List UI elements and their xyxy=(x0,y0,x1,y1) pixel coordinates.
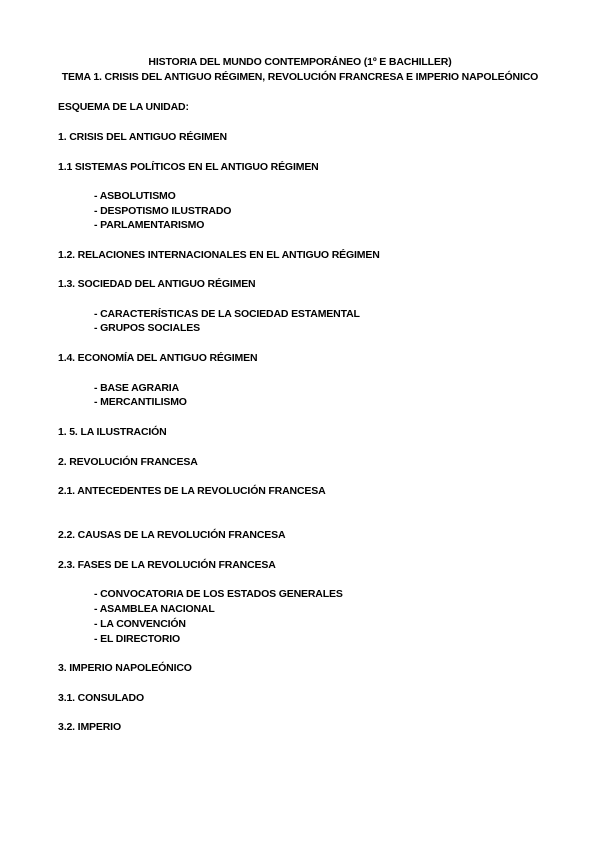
section-heading: 3. IMPERIO NAPOLEÓNICO xyxy=(58,662,192,674)
section-heading: 2. REVOLUCIÓN FRANCESA xyxy=(58,456,198,468)
list-item: - ASAMBLEA NACIONAL xyxy=(94,603,215,615)
subsection-heading: 1.4. ECONOMÍA DEL ANTIGUO RÉGIMEN xyxy=(58,352,258,364)
list-item: - DESPOTISMO ILUSTRADO xyxy=(94,205,232,217)
subsection-heading: 1.1 SISTEMAS POLÍTICOS EN EL ANTIGUO RÉGIMEN xyxy=(58,161,319,173)
subsection-heading: 1.2. RELACIONES INTERNACIONALES EN EL ANTIGUO RÉGIMEN xyxy=(58,249,380,261)
subsection-heading: 1. 5. LA ILUSTRACIÓN xyxy=(58,426,167,438)
list-item: - EL DIRECTORIO xyxy=(94,633,181,645)
list-item: - PARLAMENTARISMO xyxy=(94,219,205,231)
subsection-heading: 3.2. IMPERIO xyxy=(58,721,121,733)
list-item: - LA CONVENCIÓN xyxy=(94,618,186,630)
subsection-heading: 1.3. SOCIEDAD DEL ANTIGUO RÉGIMEN xyxy=(58,278,256,290)
unit-title: TEMA 1. CRISIS DEL ANTIGUO RÉGIMEN, REVOLUCIÓN FRANCRESA E IMPERIO NAPOLEÓNICO xyxy=(61,71,539,83)
subsection-heading: 2.2. CAUSAS DE LA REVOLUCIÓN FRANCESA xyxy=(58,529,286,541)
outline-heading: ESQUEMA DE LA UNIDAD: xyxy=(58,101,189,113)
list-item: - MERCANTILISMO xyxy=(94,396,187,408)
subsection-heading: 3.1. CONSULADO xyxy=(58,692,144,704)
list-item: - ASBOLUTISMO xyxy=(94,190,176,202)
list-item: - CARACTERÍSTICAS DE LA SOCIEDAD ESTAMENTAL xyxy=(94,308,360,320)
subsection-heading: 2.3. FASES DE LA REVOLUCIÓN FRANCESA xyxy=(58,559,276,571)
list-item: - BASE AGRARIA xyxy=(94,382,180,394)
list-item: - GRUPOS SOCIALES xyxy=(94,322,200,334)
list-item: - CONVOCATORIA DE LOS ESTADOS GENERALES xyxy=(94,588,343,600)
course-title: HISTORIA DEL MUNDO CONTEMPORÁNEO (1º E BACHILLER) xyxy=(148,56,452,68)
subsection-heading: 2.1. ANTECEDENTES DE LA REVOLUCIÓN FRANCESA xyxy=(58,485,326,497)
section-heading: 1. CRISIS DEL ANTIGUO RÉGIMEN xyxy=(58,131,227,143)
